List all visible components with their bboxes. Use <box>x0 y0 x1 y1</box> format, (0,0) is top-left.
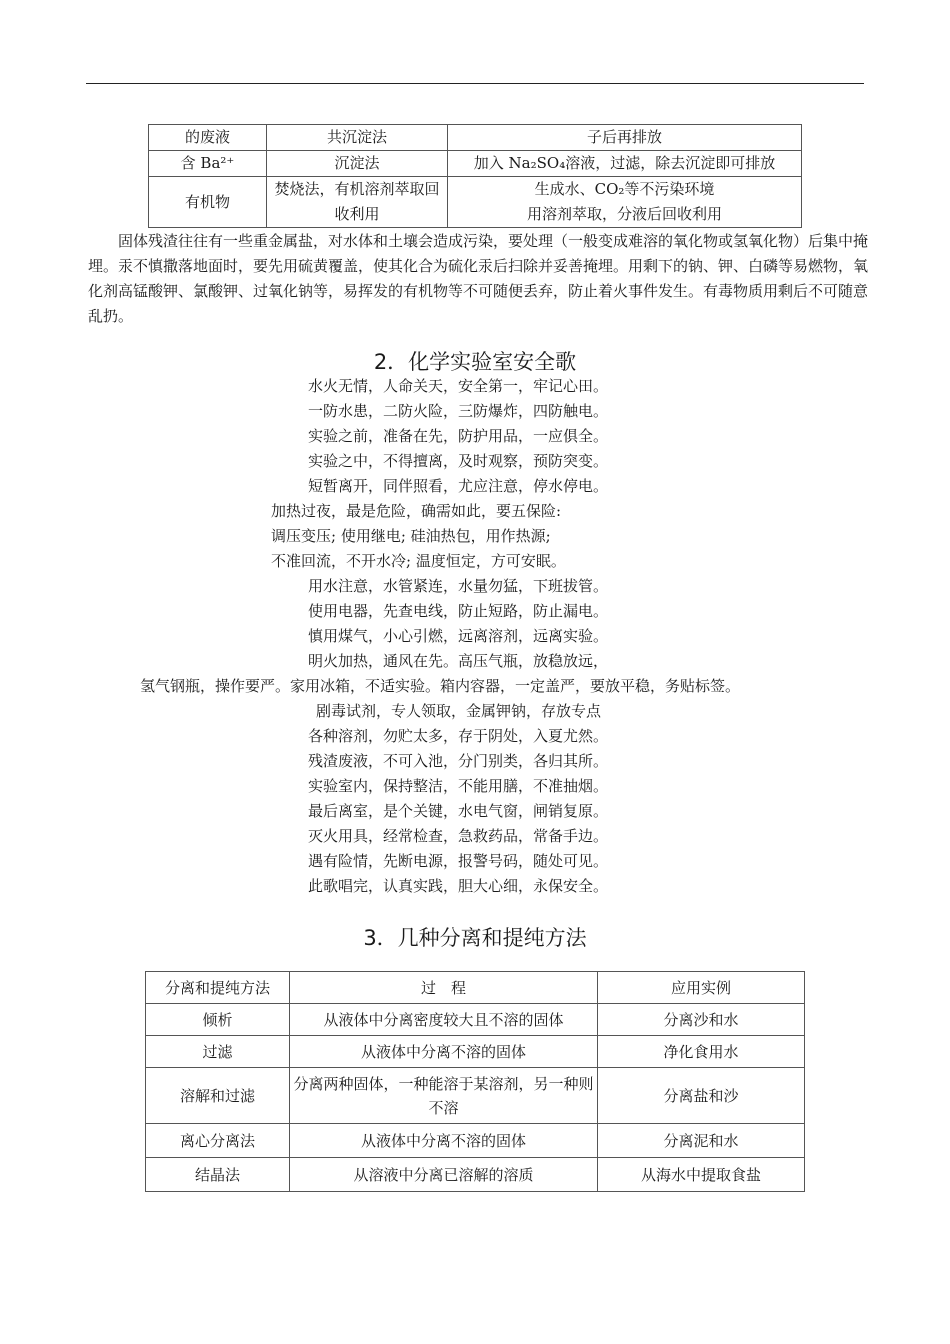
table-row <box>146 1068 805 1124</box>
song-line: 实验之中，不得擅离，及时观察，预防突变。 <box>308 452 609 470</box>
table-cell: 溶解和过滤 <box>146 1068 290 1124</box>
song-line: 调压变压; 使用继电; 硅油热包，用作热源; <box>271 527 551 545</box>
table-cell: 倾析 <box>146 1004 290 1036</box>
table-cell: 从溶液中分离已溶解的溶质 <box>290 1158 598 1192</box>
section-2-title: 2．化学实验室安全歌 <box>373 350 577 374</box>
table-row <box>149 125 802 151</box>
song-line: 短暂离开，同伴照看，尤应注意，停水停电。 <box>308 477 609 495</box>
table-cell: 从液体中分离密度较大且不溶的固体 <box>290 1004 598 1036</box>
song-line: 水火无情，人命关天，安全第一，牢记心田。 <box>308 377 609 395</box>
table-cell: 分离两种固体，一种能溶于某溶剂，另一种则不溶 <box>290 1068 598 1124</box>
column-header: 过 程 <box>290 972 598 1004</box>
table-cell: 分离盐和沙 <box>598 1068 805 1124</box>
table-cell: 生成水、CO₂等不污染环境 用溶剂萃取，分液后回收利用 <box>448 177 802 228</box>
song-line: 剧毒试剂，专人领取，金属钾钠，存放专点 <box>316 702 602 720</box>
separation-methods-table <box>145 971 805 1192</box>
table-header-row <box>146 972 805 1004</box>
table-cell: 分离沙和水 <box>598 1004 805 1036</box>
table-row <box>146 1124 805 1158</box>
table-cell: 含 Ba²⁺ <box>149 151 267 177</box>
table-cell: 过滤 <box>146 1036 290 1068</box>
table-row <box>149 151 802 177</box>
table-cell: 从液体中分离不溶的固体 <box>290 1124 598 1158</box>
column-header: 分离和提纯方法 <box>146 972 290 1004</box>
song-line: 明火加热，通风在先。高压气瓶，放稳放远， <box>308 652 609 670</box>
table-row <box>149 177 802 228</box>
song-line: 慎用煤气，小心引燃，远离溶剂，远离实验。 <box>308 627 609 645</box>
song-line: 实验之前，准备在先，防护用品，一应俱全。 <box>308 427 609 445</box>
song-line: 氢气钢瓶，操作要严。家用冰箱，不适实验。箱内容器，一定盖严，要放平稳，务贴标签。 <box>140 677 741 695</box>
table-cell: 加入 Na₂SO₄溶液，过滤，除去沉淀即可排放 <box>448 151 802 177</box>
song-line: 加热过夜，最是危险，确需如此，要五保险: <box>271 502 562 520</box>
song-line: 各种溶剂，勿贮太多，存于阴处，入夏尤然。 <box>308 727 609 745</box>
table-cell: 结晶法 <box>146 1158 290 1192</box>
table-cell: 从液体中分离不溶的固体 <box>290 1036 598 1068</box>
table-cell: 焚烧法，有机溶剂萃取回收利用 <box>267 177 448 228</box>
song-line: 不准回流，不开水冷; 温度恒定，方可安眠。 <box>271 552 566 570</box>
table-row <box>146 1004 805 1036</box>
table-cell: 分离泥和水 <box>598 1124 805 1158</box>
song-line: 此歌唱完，认真实践，胆大心细，永保安全。 <box>308 877 609 895</box>
table-cell: 共沉淀法 <box>267 125 448 151</box>
table-row <box>146 1036 805 1068</box>
song-line: 一防水患，二防火险，三防爆炸，四防触电。 <box>308 402 609 420</box>
table-cell: 从海水中提取食盐 <box>598 1158 805 1192</box>
waste-treatment-table <box>148 124 802 228</box>
song-line: 实验室内，保持整洁，不能用膳，不准抽烟。 <box>308 777 609 795</box>
table-cell: 的废液 <box>149 125 267 151</box>
song-line: 残渣废液，不可入池，分门别类，各归其所。 <box>308 752 609 770</box>
table-cell: 沉淀法 <box>267 151 448 177</box>
table-cell: 离心分离法 <box>146 1124 290 1158</box>
song-line: 用水注意，水管紧连，水量勿猛，下班拔管。 <box>308 577 609 595</box>
column-header: 应用实例 <box>598 972 805 1004</box>
song-line: 灭火用具，经常检查，急救药品，常备手边。 <box>308 827 609 845</box>
table-row <box>146 1158 805 1192</box>
table-cell: 净化食用水 <box>598 1036 805 1068</box>
paragraph-solid-waste: 固体残渣往往有一些重金属盐，对水体和土壤会造成污染，要处理（一般变成难溶的氧化物或氢氧化物）后集中掩埋。汞不慎撒落地面时，要先用硫黄覆盖，使其化合为硫化汞后扫除并妥善掩埋。用剩下的钠、钾、白磷等易燃物，氧化剂高锰酸钾、氯酸钾、过氧化钠等，易挥发的有机物等不可随便丢弃，防止着火事件发生。有毒物质用剩后不可随意乱扔。 <box>88 232 869 325</box>
section-3-title: 3．几种分离和提纯方法 <box>363 926 587 950</box>
song-line: 遇有险情，先断电源，报警号码，随处可见。 <box>308 852 609 870</box>
song-line: 最后离室，是个关键，水电气窗，闸销复原。 <box>308 802 609 820</box>
table-cell: 有机物 <box>149 177 267 228</box>
header-rule <box>86 83 864 84</box>
table-cell: 子后再排放 <box>448 125 802 151</box>
song-line: 使用电器，先查电线，防止短路，防止漏电。 <box>308 602 609 620</box>
